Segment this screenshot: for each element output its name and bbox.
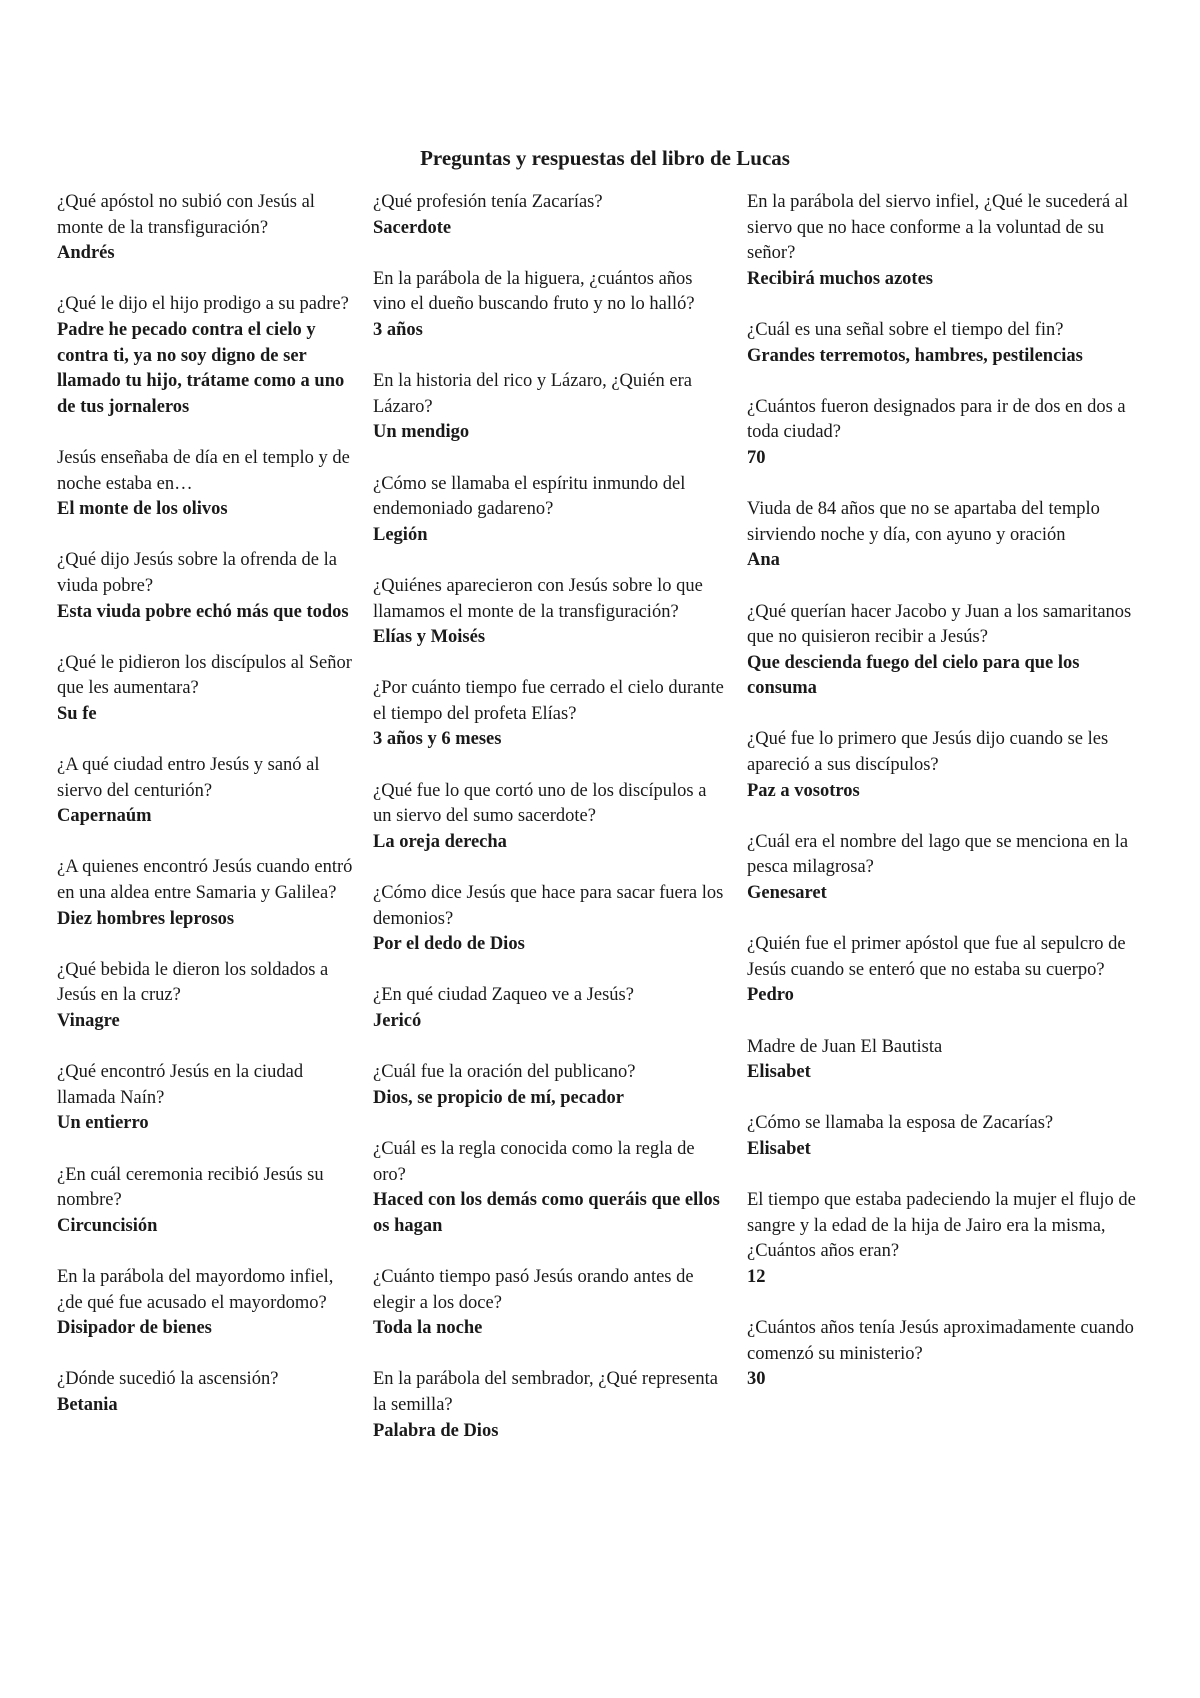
page-title: Preguntas y respuestas del libro de Lucas	[420, 146, 790, 170]
qa-item	[373, 1367, 729, 1444]
answer-text: Pedro	[747, 985, 794, 1006]
answer-text: Dios, se propicio de mí, pecador	[373, 1087, 624, 1108]
qa-item	[747, 1035, 1137, 1086]
answer-text: 30	[747, 1369, 766, 1390]
answer-text: Su fe	[57, 703, 97, 724]
answer-text: Capernaúm	[57, 806, 152, 827]
question-text: ¿A qué ciudad entro Jesús y sanó al siervo del centurión?	[57, 755, 320, 801]
question-text: ¿Qué encontró Jesús en la ciudad llamada Naín?	[57, 1062, 304, 1108]
question-text: ¿Qué le pidieron los discípulos al Señor que les aumentara?	[57, 652, 352, 699]
qa-item	[747, 600, 1137, 702]
qa-item	[57, 292, 357, 420]
qa-item	[373, 472, 729, 549]
question-text: Viuda de 84 años que no se apartaba del templo sirviendo noche y día, con ayuno y oración	[747, 499, 1100, 545]
question-text: ¿Cómo se llamaba la esposa de Zacarías?	[747, 1113, 1054, 1134]
answer-text: Vinagre	[57, 1011, 120, 1031]
qa-item	[373, 267, 729, 344]
question-text: ¿Dónde sucedió la ascensión?	[57, 1369, 279, 1390]
question-text: El tiempo que estaba padeciendo la mujer el flujo de sangre y la edad de la hija de Jairo era la misma, ¿Cuántos años eran?	[747, 1190, 1136, 1262]
qa-item	[57, 1367, 357, 1418]
question-text: ¿En cuál ceremonia recibió Jesús su nombre?	[57, 1164, 324, 1211]
answer-text: El monte de los olivos	[57, 499, 228, 520]
qa-item	[747, 497, 1137, 574]
column-2	[373, 190, 729, 1470]
question-text: ¿Qué fue lo que cortó uno de los discípulos a un siervo del sumo sacerdote?	[373, 780, 707, 827]
question-text: En la historia del rico y Lázaro, ¿Quién era Lázaro?	[373, 371, 692, 417]
question-text: ¿Quiénes aparecieron con Jesús sobre lo que llamamos el monte de la transfiguración?	[373, 575, 703, 622]
qa-item	[373, 190, 729, 241]
question-text: ¿Qué bebida le dieron los soldados a Jesús en la cruz?	[57, 959, 329, 1006]
question-text: Jesús enseñaba de día en el templo y de noche estaba en…	[57, 447, 350, 494]
qa-item	[57, 651, 357, 728]
question-text: En la parábola del mayordomo infiel, ¿de qué fue acusado el mayordomo?	[57, 1266, 334, 1313]
qa-item	[57, 958, 357, 1035]
qa-item	[747, 932, 1137, 1009]
answer-text: Grandes terremotos, hambres, pestilencias	[747, 345, 1083, 366]
answer-text: Haced con los demás como queráis que ellos os hagan	[373, 1190, 720, 1236]
answer-text: Ana	[747, 550, 780, 571]
answer-text: Diez hombres leprosos	[57, 908, 235, 929]
qa-item	[57, 855, 357, 932]
qa-item	[57, 446, 357, 523]
column-3	[747, 190, 1137, 1419]
qa-item	[373, 881, 729, 958]
question-text: ¿En qué ciudad Zaqueo ve a Jesús?	[373, 985, 634, 1006]
answer-text: Esta viuda pobre echó más que todos	[57, 601, 349, 622]
qa-item	[57, 548, 357, 625]
qa-item	[747, 1316, 1137, 1393]
qa-item	[747, 1188, 1137, 1290]
answer-text: Un entierro	[57, 1113, 149, 1134]
answer-text: Jericó	[373, 1011, 422, 1031]
answer-text: Betania	[57, 1394, 118, 1415]
answer-text: 70	[747, 447, 766, 468]
answer-text: Por el dedo de Dios	[373, 934, 525, 955]
question-text: En la parábola del siervo infiel, ¿Qué le sucederá al siervo que no hace conforme a la voluntad de su señor?	[747, 192, 1129, 264]
qa-item	[747, 727, 1137, 804]
qa-item	[373, 1265, 729, 1342]
answer-text: La oreja derecha	[373, 831, 507, 852]
qa-item	[57, 190, 357, 267]
question-text: ¿Cuál era el nombre del lago que se menciona en la pesca milagrosa?	[747, 831, 1129, 878]
qa-item	[747, 1111, 1137, 1162]
answer-text: Toda la noche	[373, 1318, 483, 1339]
answer-text: Paz a vosotros	[747, 780, 860, 801]
qa-item	[373, 779, 729, 856]
question-text: Madre de Juan El Bautista	[747, 1036, 943, 1057]
question-text: ¿Qué profesión tenía Zacarías?	[373, 192, 603, 212]
question-text: ¿Cuántos años tenía Jesús aproximadamente cuando comenzó su ministerio?	[747, 1318, 1134, 1364]
answer-text: Sacerdote	[373, 217, 452, 238]
question-text: ¿Quién fue el primer apóstol que fue al sepulcro de Jesús cuando se enteró que no estaba su cuerpo?	[747, 934, 1126, 980]
qa-item	[57, 753, 357, 830]
answer-text: Andrés	[57, 243, 115, 264]
answer-text: 3 años y 6 meses	[373, 729, 502, 750]
question-text: ¿Qué querían hacer Jacobo y Juan a los samaritanos que no quisieron recibir a Jesús?	[747, 601, 1132, 648]
column-1	[57, 190, 357, 1444]
question-text: ¿Cuánto tiempo pasó Jesús orando antes de elegir a los doce?	[373, 1266, 694, 1313]
answer-text: Legión	[373, 524, 428, 545]
answer-text: Un mendigo	[373, 422, 470, 443]
qa-item	[747, 395, 1137, 472]
answer-text: Padre he pecado contra el cielo y contra ti, ya no soy digno de ser llamado tu hijo, trátame como a uno de tus jornaleros	[57, 319, 345, 417]
answer-text: Elías y Moisés	[373, 627, 486, 648]
question-text: En la parábola de la higuera, ¿cuántos años vino el dueño buscando fruto y no lo halló?	[373, 268, 695, 315]
question-text: ¿Cuántos fueron designados para ir de dos en dos a toda ciudad?	[747, 396, 1126, 443]
qa-item	[373, 1137, 729, 1239]
qa-item	[57, 1265, 357, 1342]
question-text: ¿Cuál es la regla conocida como la regla de oro?	[373, 1138, 695, 1185]
question-text: ¿Cómo dice Jesús que hace para sacar fuera los demonios?	[373, 883, 724, 929]
question-text: ¿Qué apóstol no subió con Jesús al monte de la transfiguración?	[57, 192, 315, 238]
question-text: En la parábola del sembrador, ¿Qué representa la semilla?	[373, 1369, 718, 1415]
question-text: ¿Por cuánto tiempo fue cerrado el cielo durante el tiempo del profeta Elías?	[373, 678, 724, 724]
answer-text: Palabra de Dios	[373, 1420, 499, 1441]
question-text: ¿Cómo se llamaba el espíritu inmundo del endemoniado gadareno?	[373, 473, 686, 520]
answer-text: Disipador de bienes	[57, 1318, 212, 1339]
answer-text: Recibirá muchos azotes	[747, 268, 933, 289]
answer-text: 12	[747, 1266, 766, 1287]
qa-item	[57, 1060, 357, 1137]
qa-item	[747, 190, 1137, 292]
question-text: ¿Cuál es una señal sobre el tiempo del fin?	[747, 319, 1064, 340]
answer-text: Elisabet	[747, 1062, 811, 1083]
answer-text: 3 años	[373, 319, 423, 340]
answer-text: Genesaret	[747, 883, 827, 904]
question-text: ¿Cuál fue la oración del publicano?	[373, 1062, 636, 1083]
qa-item	[373, 1060, 729, 1111]
qa-item	[57, 1163, 357, 1240]
question-text: ¿Qué dijo Jesús sobre la ofrenda de la viuda pobre?	[57, 550, 337, 596]
answer-text: Que descienda fuego del cielo para que los consuma	[747, 652, 1080, 699]
answer-text: Circuncisión	[57, 1215, 158, 1236]
qa-item	[747, 830, 1137, 907]
qa-item	[373, 983, 729, 1034]
question-text: ¿Qué fue lo primero que Jesús dijo cuando se les apareció a sus discípulos?	[747, 729, 1109, 776]
question-text: ¿A quienes encontró Jesús cuando entró en una aldea entre Samaria y Galilea?	[57, 857, 353, 904]
qa-item	[373, 574, 729, 651]
qa-item	[373, 676, 729, 753]
question-text: ¿Qué le dijo el hijo prodigo a su padre?	[57, 294, 349, 315]
qa-item	[373, 369, 729, 446]
answer-text: Elisabet	[747, 1138, 811, 1159]
qa-item	[747, 318, 1137, 369]
